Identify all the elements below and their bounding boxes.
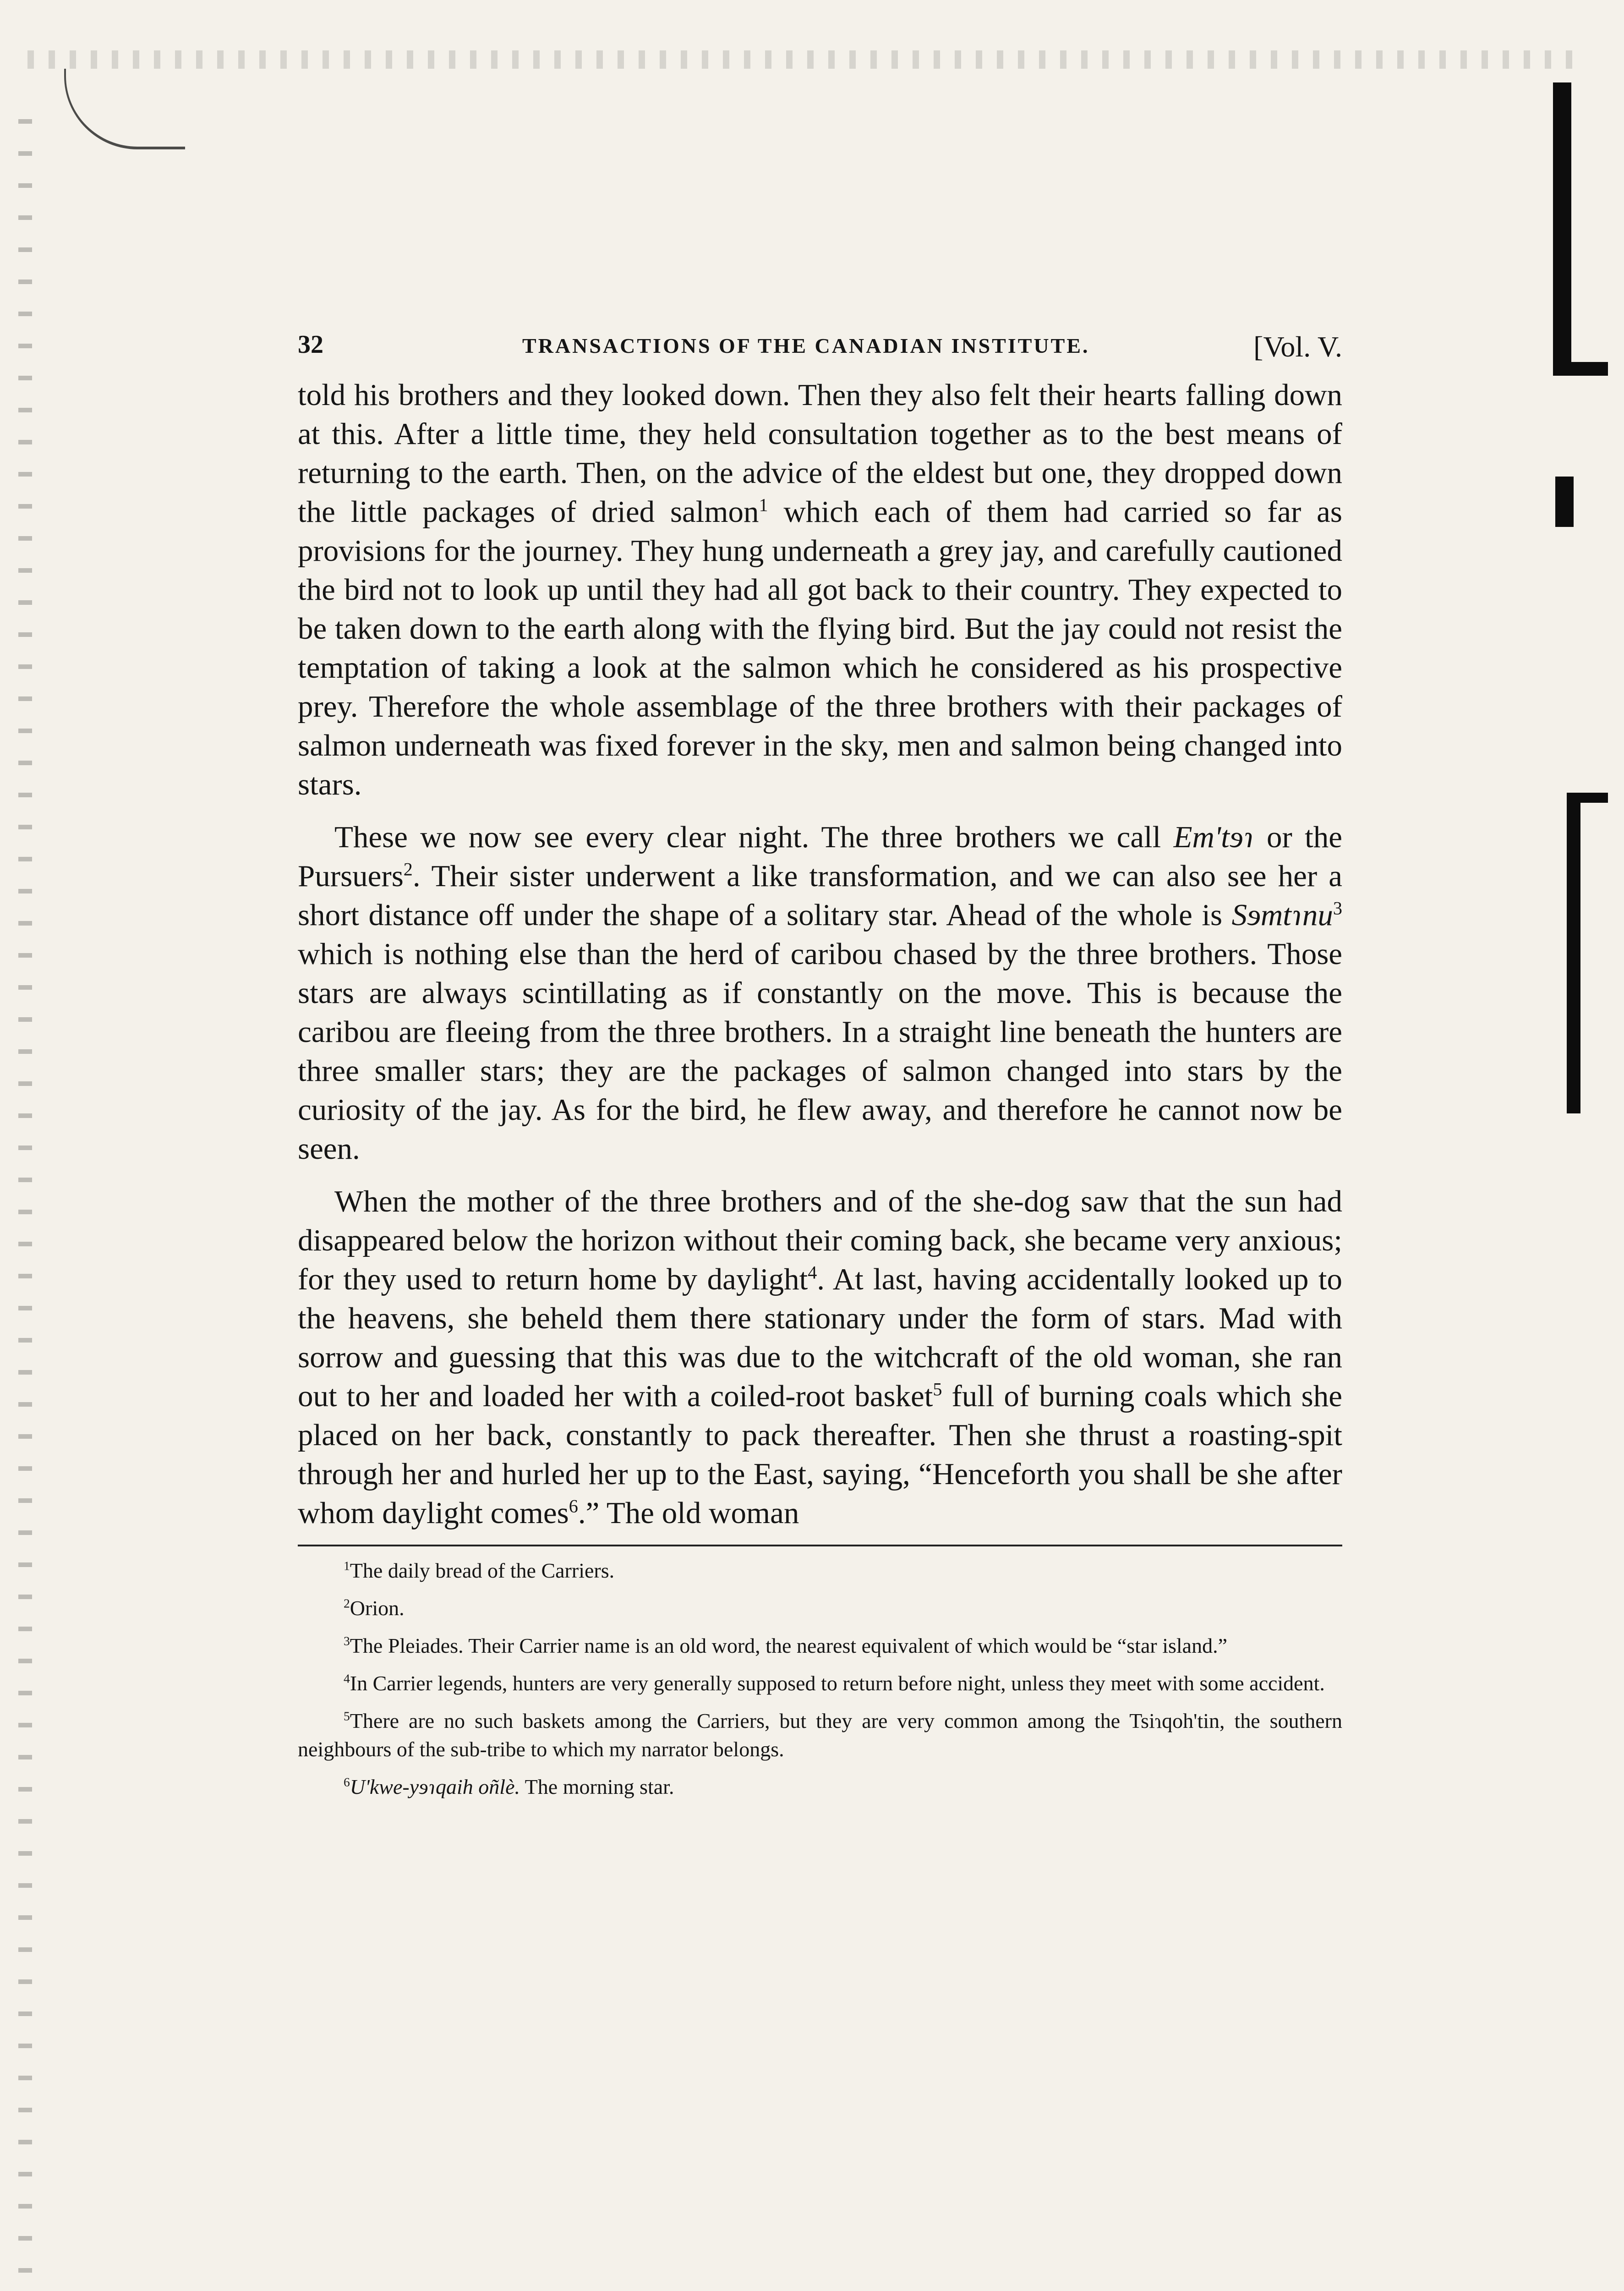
footnote-ref: 5	[933, 1379, 942, 1400]
footnote-text: Orion.	[350, 1596, 405, 1620]
footnote-text: In Carrier legends, hunters are very generally supposed to return before night, unless they meet with some accident.	[350, 1672, 1325, 1695]
footnote	[298, 1594, 1342, 1622]
footnote-number: 3	[344, 1633, 350, 1648]
footnote-ref: 4	[808, 1262, 817, 1283]
document-page	[298, 321, 1342, 1810]
footnote-divider	[298, 1545, 1342, 1546]
binding-bar	[1553, 362, 1608, 376]
text-run: . Their sister underwent a like transformation, and we can also see her a short distance off under the shape of a solitary star. Ahead of the whole is	[298, 859, 1342, 932]
scan-edge-left	[18, 119, 32, 2291]
footnote-ref: 6	[569, 1496, 578, 1517]
footnote-number: 4	[344, 1671, 350, 1686]
text-run: or the Pursuers	[298, 820, 1342, 893]
footnote-number: 1	[344, 1558, 350, 1573]
binding-bar	[1567, 793, 1608, 803]
volume-label: [Vol. V.	[1253, 330, 1342, 363]
paragraph	[298, 376, 1342, 804]
paragraph	[298, 1182, 1342, 1533]
footnote-ref: 3	[1333, 898, 1342, 919]
page-number: 32	[298, 330, 323, 359]
text-run: .” The old woman	[578, 1496, 799, 1530]
footnote-text: There are no such baskets among the Carriers, but they are very common among the Tsiɿqoh'tin, the southern neighbours of the sub-tribe to which my narrator belongs.	[298, 1709, 1342, 1761]
native-term: Em'tɘɿ	[1173, 820, 1254, 854]
footnote-number: 2	[344, 1596, 350, 1611]
scan-curve-mark	[64, 69, 185, 149]
text-run: . At last, having accidentally looked up to the heavens, she beheld them there stationary under the form of stars. Mad with sorrow and guessing that this was due to the witchcraft of the old woman, she ran out to her and loaded her with a coiled-root basket	[298, 1262, 1342, 1413]
binding-bar	[1567, 793, 1580, 1113]
body-text	[298, 376, 1342, 1533]
footnote-text: The morning star.	[520, 1775, 674, 1798]
footnote	[298, 1773, 1342, 1801]
footnote	[298, 1707, 1342, 1764]
footnote-number: 5	[344, 1709, 350, 1723]
footnotes	[298, 1557, 1342, 1801]
running-title: TRANSACTIONS OF THE CANADIAN INSTITUTE.	[522, 334, 1090, 357]
text-run: full of burning coals which she placed on her back, constantly to pack thereafter. Then she thrust a roasting-spit through her and hurled her up to the East, saying, “Henceforth you shall be she after whom daylight comes	[298, 1379, 1342, 1530]
text-run: These we now see every clear night. The three brothers we call	[334, 820, 1174, 854]
footnote-text: The daily bread of the Carriers.	[350, 1559, 615, 1582]
text-run: When the mother of the three brothers and of the she-dog saw that the sun had disappeared below the horizon without their coming back, she became very anxious; for they used to return home by daylight	[298, 1184, 1342, 1296]
footnote-ref: 1	[759, 494, 768, 515]
text-run: told his brothers and they looked down. Then they also felt their hearts falling down at this. After a little time, they held consultation together as to the best means of returning to the earth. Then, on the advice of the eldest but one, they dropped down the little packages of dried salmon	[298, 378, 1342, 529]
footnote	[298, 1669, 1342, 1698]
text-run: which each of them had carried so far as provisions for the journey. They hung underneath a grey jay, and carefully cautioned the bird not to look up until they had all got back to their country. They expected to be taken down to the earth along with the flying bird. But the jay could not resist the temptation of taking a look at the salmon which he considered as his prospective prey. Therefore the whole assemblage of the three brothers with their packages of salmon underneath was fixed forever in the sky, men and salmon being changed into stars.	[298, 495, 1342, 801]
footnote	[298, 1632, 1342, 1660]
text-run: which is nothing else than the herd of caribou chased by the three brothers. Those stars are always scintillating as if constantly on the move. This is because the caribou are fleeing from the three brothers. In a straight line beneath the hunters are three smaller stars; they are the packages of salmon changed into stars by the curiosity of the jay. As for the bird, he flew away, and therefore he cannot now be seen.	[298, 937, 1342, 1166]
footnote	[298, 1557, 1342, 1585]
footnote-number: 6	[344, 1775, 350, 1789]
native-term: U'kwe-yɘɿqaih oñlè.	[350, 1775, 520, 1798]
scan-edge-top	[27, 50, 1576, 69]
binding-bar	[1555, 477, 1574, 527]
paragraph	[298, 818, 1342, 1168]
running-header	[298, 321, 1342, 376]
native-term: Sɘmtɿnu	[1231, 898, 1333, 932]
footnote-ref: 2	[403, 859, 413, 880]
footnote-text: The Pleiades. Their Carrier name is an old word, the nearest equivalent of which would be “star island.”	[350, 1634, 1227, 1657]
binding-bar	[1553, 82, 1571, 376]
